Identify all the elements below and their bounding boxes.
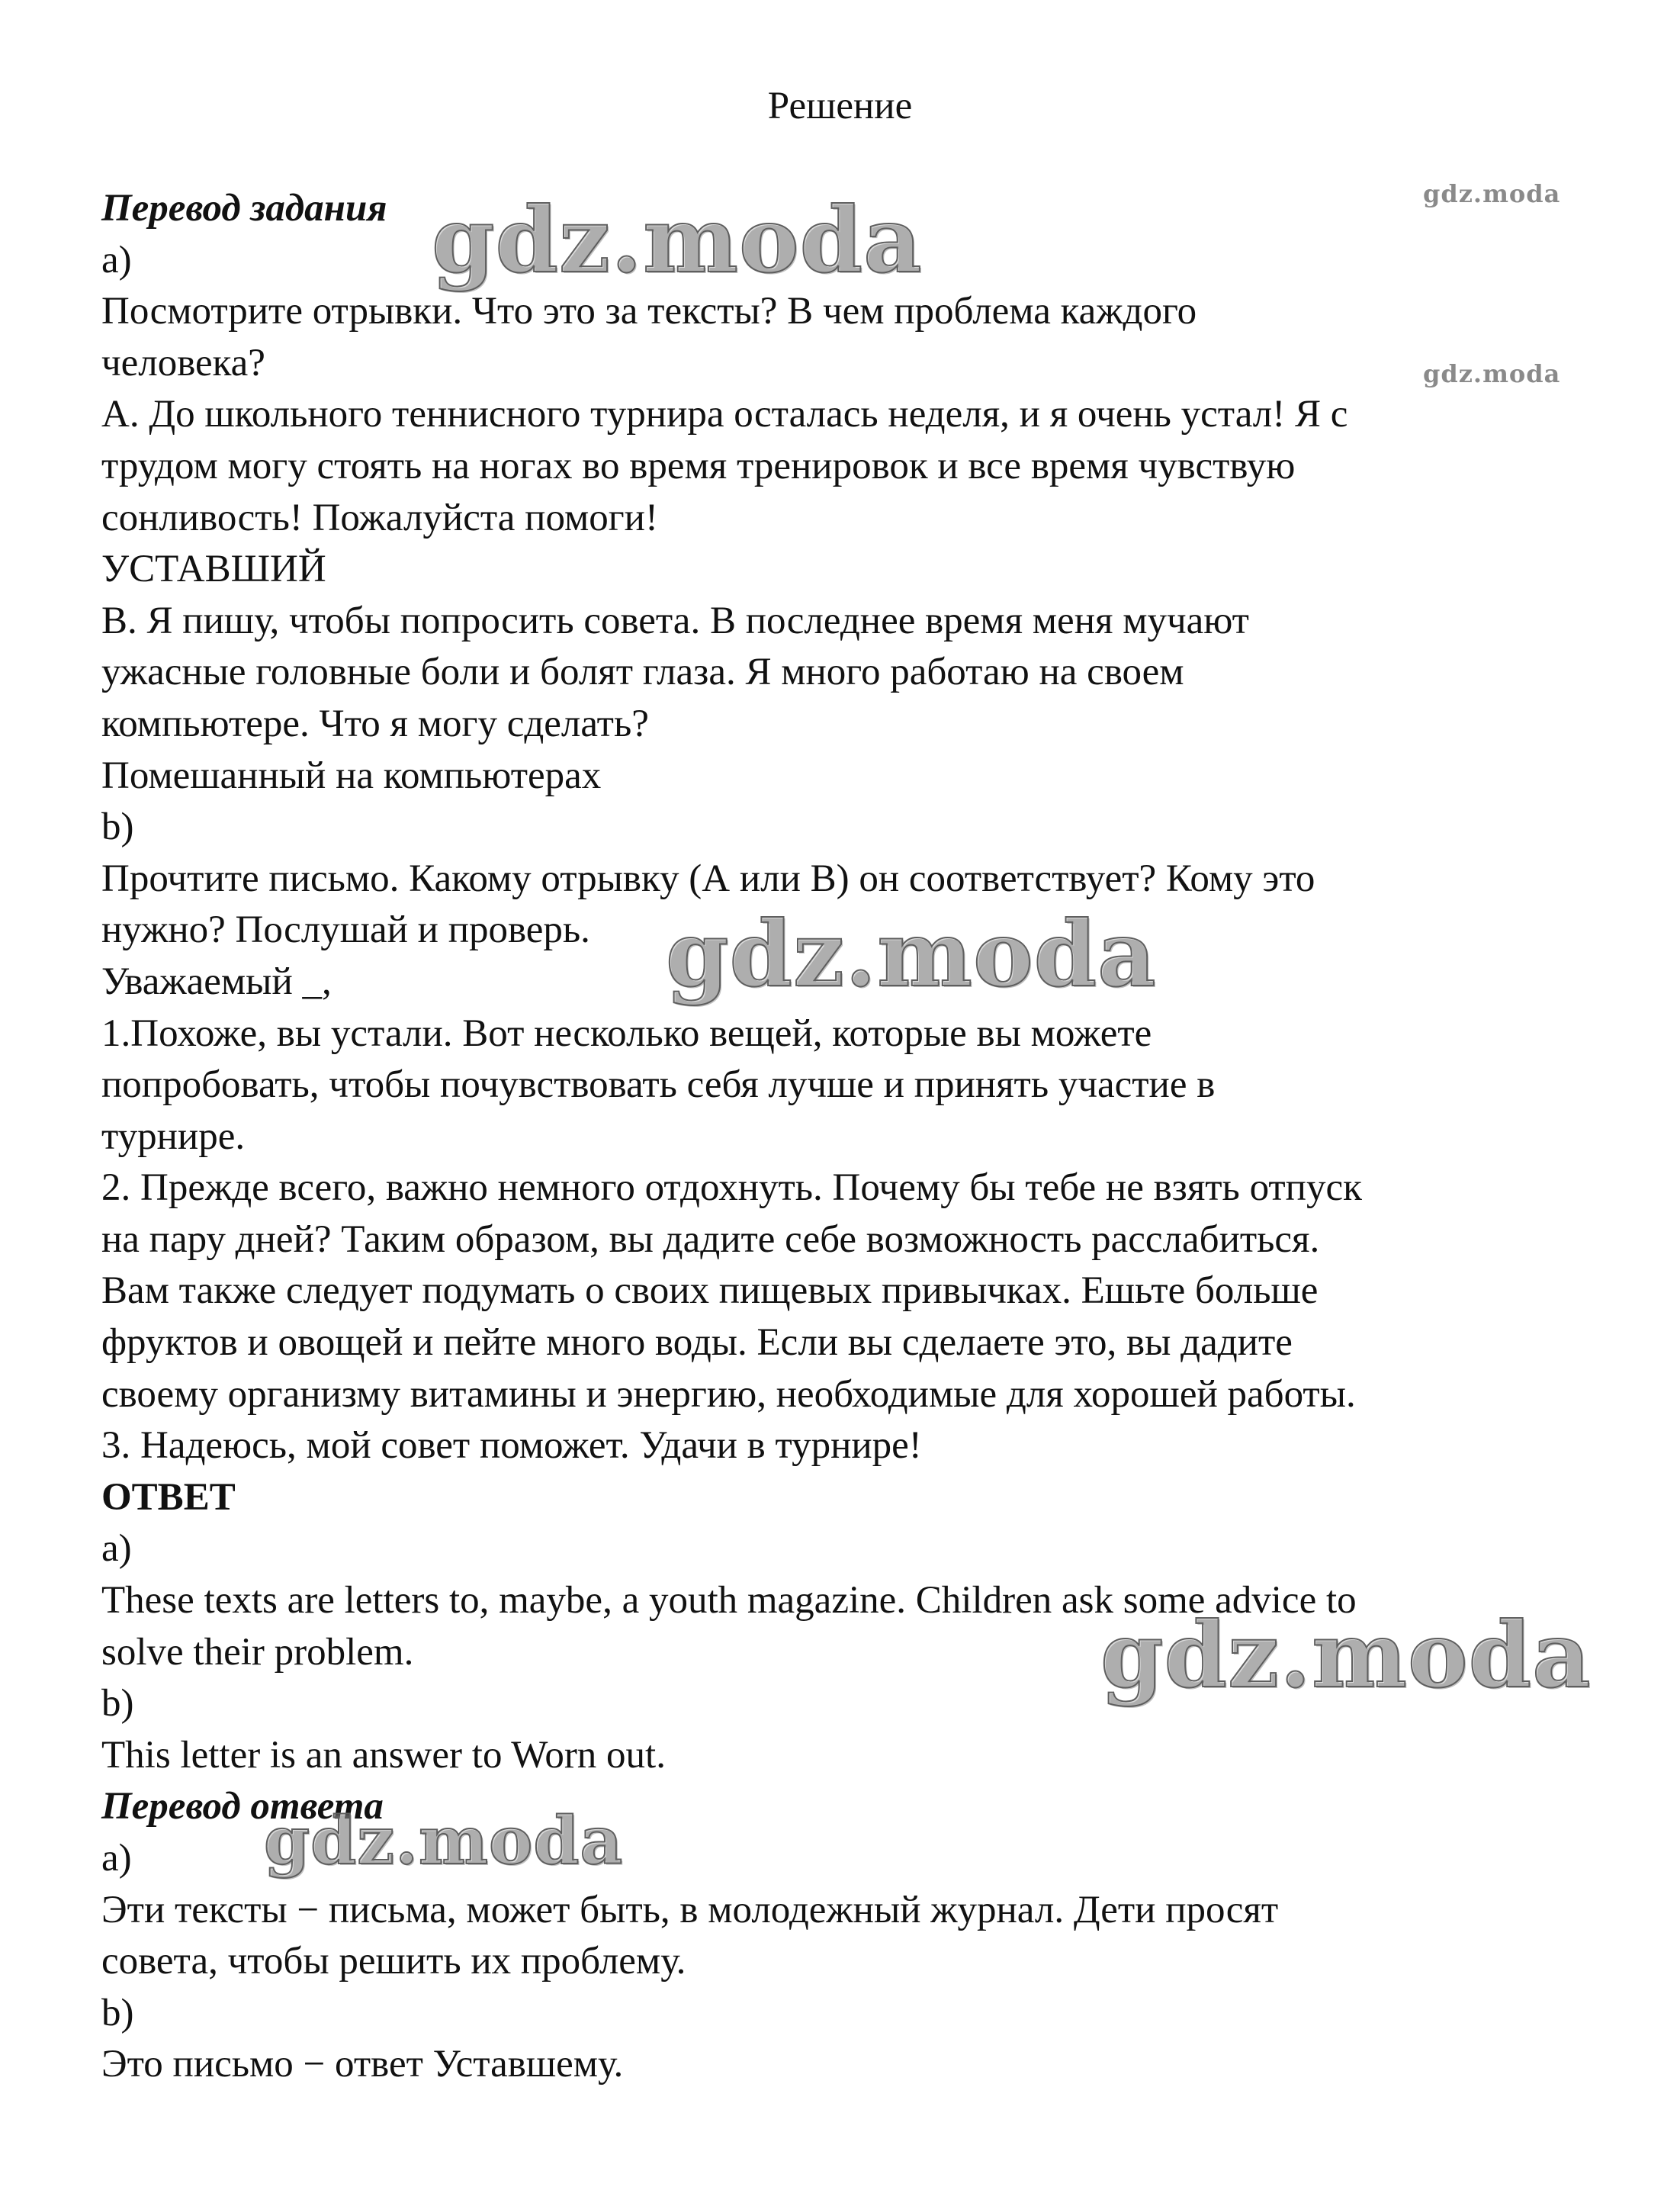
watermark-logo: gdz.moda — [1100, 1602, 1592, 1708]
text-line: совета, чтобы решить их проблему. — [101, 1940, 686, 1983]
text-line: трудом могу стоять на ногах во время тренировок и все время чувствую — [101, 444, 1296, 487]
text-line: Помешанный на компьютерах — [101, 754, 602, 797]
watermark-logo: gdz.moda — [666, 901, 1157, 1007]
watermark-logo: gdz.moda — [432, 187, 923, 293]
section-heading: Перевод ответа — [101, 1785, 384, 1828]
text-line: человека? — [101, 341, 265, 384]
text-line: a) — [101, 1837, 132, 1880]
text-line: турнире. — [101, 1114, 246, 1158]
text-line: These texts are letters to, maybe, a youth magazine. Children ask some advice to — [101, 1579, 1357, 1622]
text-line: b) — [101, 1682, 134, 1725]
text-line: b) — [101, 806, 134, 849]
text-line: своему организму витамины и энергию, необходимые для хорошей работы. — [101, 1372, 1356, 1416]
text-line: 2. Прежде всего, важно немного отдохнуть. Почему бы тебе не взять отпуск — [101, 1166, 1362, 1210]
text-line: Посмотрите отрывки. Что это за тексты? В чем проблема каждого — [101, 290, 1197, 333]
section-heading: ОТВЕТ — [101, 1475, 236, 1519]
watermark-logo: gdz.moda — [264, 1802, 624, 1880]
text-line: A. До школьного теннисного турнира осталась неделя, и я очень устал! Я с — [101, 393, 1348, 436]
text-line: a) — [101, 238, 132, 281]
text-line: УСТАВШИЙ — [101, 548, 326, 591]
text-line: 1.Похоже, вы устали. Вот несколько вещей, которые вы можете — [101, 1011, 1152, 1055]
text-line: сонливость! Пожалуйста помоги! — [101, 496, 658, 539]
text-line: This letter is an answer to Worn out. — [101, 1733, 666, 1777]
page-title: Решение — [767, 85, 913, 127]
text-line: компьютере. Что я могу сделать? — [101, 702, 649, 745]
text-line: на пару дней? Таким образом, вы дадите себе возможность расслабиться. — [101, 1217, 1320, 1261]
text-line: фруктов и овощей и пейте много воды. Если вы сделаете это, вы дадите — [101, 1321, 1293, 1365]
watermark-small: gdz.moda — [1423, 359, 1561, 388]
text-line: Уважаемый _, — [101, 960, 332, 1003]
text-line: Это письмо − ответ Уставшему. — [101, 2043, 624, 2086]
text-line: Вам также следует подумать о своих пищевых привычках. Ешьте больше — [101, 1269, 1319, 1313]
section-heading: Перевод задания — [101, 187, 387, 230]
text-line: a) — [101, 1527, 132, 1571]
text-line: попробовать, чтобы почувствовать себя лучше и принять участие в — [101, 1063, 1216, 1107]
text-line: нужно? Послушай и проверь. — [101, 908, 590, 952]
text-line: solve their problem. — [101, 1630, 414, 1674]
text-line: ужасные головные боли и болят глаза. Я много работаю на своем — [101, 651, 1184, 694]
text-line: B. Я пишу, чтобы попросить совета. В последнее время меня мучают — [101, 599, 1249, 642]
text-line: Прочтите письмо. Какому отрывку (А или В) он соответствует? Кому это — [101, 857, 1315, 900]
text-line: 3. Надеюсь, мой совет поможет. Удачи в турнире! — [101, 1424, 922, 1468]
watermark-small: gdz.moda — [1423, 179, 1561, 208]
text-line: b) — [101, 1991, 134, 2034]
text-line: Эти тексты − письма, может быть, в молодежный журнал. Дети просят — [101, 1888, 1279, 1931]
